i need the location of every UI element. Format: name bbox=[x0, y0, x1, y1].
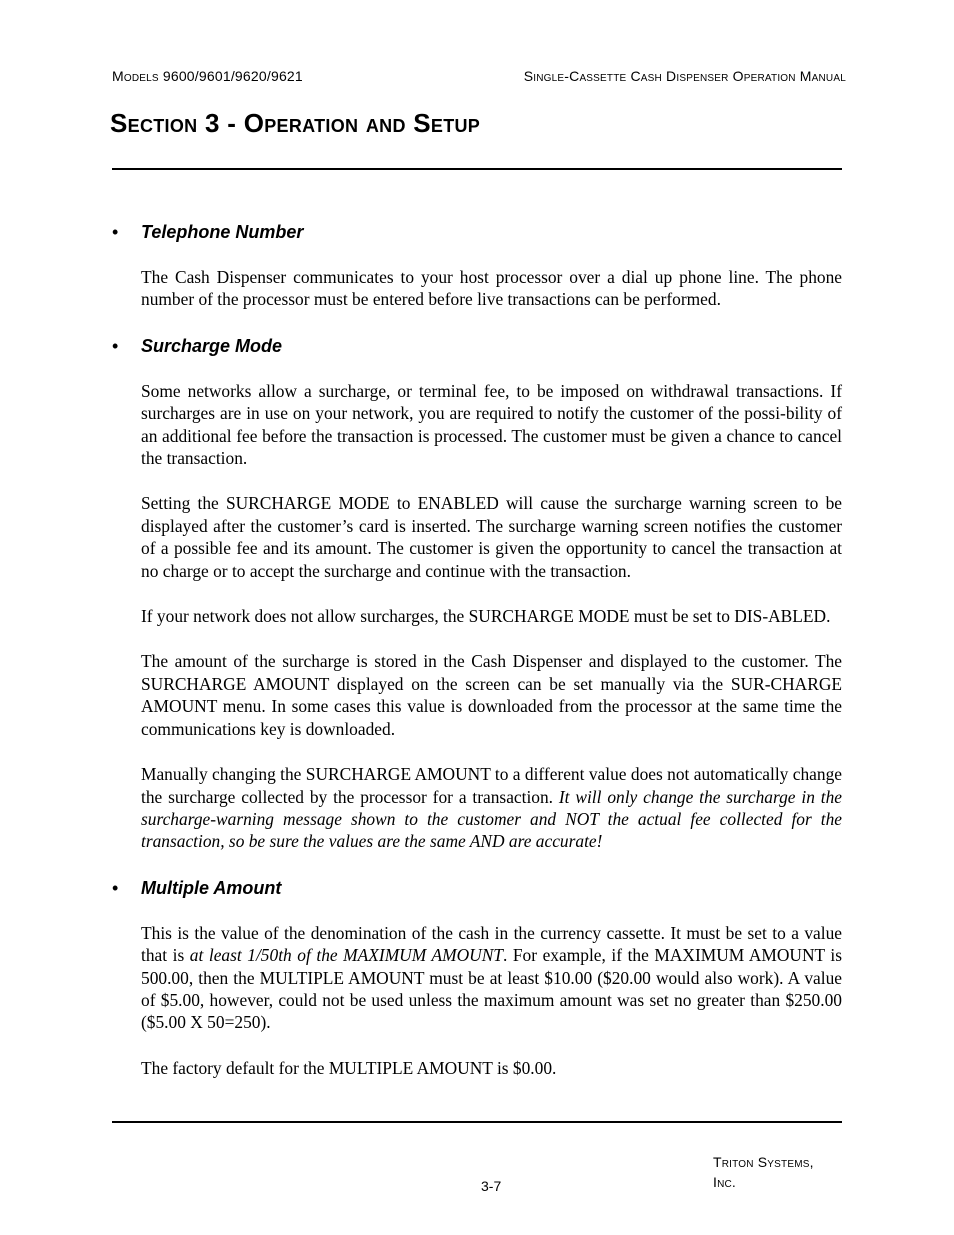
running-header-left: Models 9600/9601/9620/9621 bbox=[112, 68, 303, 84]
section-title: Section 3 - Operation and Setup bbox=[110, 108, 481, 138]
bullet-heading-label: Multiple Amount bbox=[141, 877, 282, 898]
paragraph-plain-text: . For example, if the MAXIMUM AMOUNT is 500.00, then the MULTIPLE AMOUNT must be at least $10.00 ($20.00 would also work). A value of $5.00, however, could not be used unless the maximum amount was set no greater than $250.00 ($5.00 X 50=250). bbox=[141, 945, 842, 1033]
paragraph-italic-phrase: at least 1/50th of the MAXIMUM AMOUNT bbox=[189, 945, 503, 966]
page-number: 3-7 bbox=[481, 1178, 502, 1194]
paragraph: If your network does not allow surcharges, the SURCHARGE MODE must be set to DIS-ABLED. bbox=[141, 606, 831, 627]
page-content bbox=[112, 220, 842, 1079]
paragraph: The factory default for the MULTIPLE AMOUNT is $0.00. bbox=[141, 1057, 557, 1078]
bullet-icon: • bbox=[112, 877, 119, 898]
bullet-heading-multiple-amount bbox=[112, 876, 842, 900]
bullet-icon: • bbox=[112, 335, 119, 356]
paragraph: The amount of the surcharge is stored in the Cash Dispenser and displayed to the customer. The SURCHARGE AMOUNT displayed on the screen can be set manually via the SUR-CHARGE AMOUNT menu. In some cases this value is downloaded from the processor at the same time the communications key is downloaded. bbox=[141, 651, 842, 739]
paragraph: The Cash Dispenser communicates to your host processor over a dial up phone line. The phone number of the processor must be entered before live transactions can be performed. bbox=[141, 267, 842, 310]
bullet-heading-telephone-number bbox=[112, 220, 842, 244]
footer-company bbox=[713, 1152, 814, 1192]
bullet-icon: • bbox=[112, 222, 119, 242]
paragraph-with-italic-warning bbox=[141, 763, 842, 853]
paragraph: Some networks allow a surcharge, or terminal fee, to be imposed on withdrawal transactions. If surcharges are in use on your network, you are required to notify the customer of the possi-bility of an additional fee before the transaction is processed. The customer must be given a chance to cancel the transaction. bbox=[141, 380, 842, 469]
running-header-right: Single-Cassette Cash Dispenser Operation Manual bbox=[523, 68, 846, 84]
paragraph-plain-text: Manually changing the SURCHARGE AMOUNT to a different value does not automatically change the surcharge collected by the processor for a transaction. bbox=[141, 764, 842, 807]
paragraph-italic-warning: It will only change the surcharge in the surcharge-warning message shown to the customer and NOT the actual fee collected for the transaction, so be sure the values are the same AND are accurate! bbox=[141, 786, 842, 852]
bullet-heading-label: Surcharge Mode bbox=[141, 335, 283, 356]
paragraph-with-italic-phrase bbox=[141, 922, 842, 1034]
footer-rule bbox=[112, 1121, 842, 1123]
footer-company-line: Inc. bbox=[713, 1174, 737, 1190]
paragraph-plain-text: This is the value of the denomination of the cash in the currency cassette. It must be set to a value that is bbox=[141, 922, 842, 966]
header-rule bbox=[112, 168, 842, 170]
bullet-heading-surcharge-mode bbox=[112, 334, 842, 358]
footer-company-line: Triton Systems, bbox=[713, 1154, 814, 1170]
bullet-heading-label: Telephone Number bbox=[141, 222, 304, 242]
paragraph: Setting the SURCHARGE MODE to ENABLED will cause the surcharge warning screen to be displayed after the customer’s card is inserted. The surcharge warning screen notifies the customer of a possible fee and its amount. The customer is given the opportunity to cancel the transaction at no charge or to accept the surcharge and continue with the transaction. bbox=[141, 493, 842, 581]
